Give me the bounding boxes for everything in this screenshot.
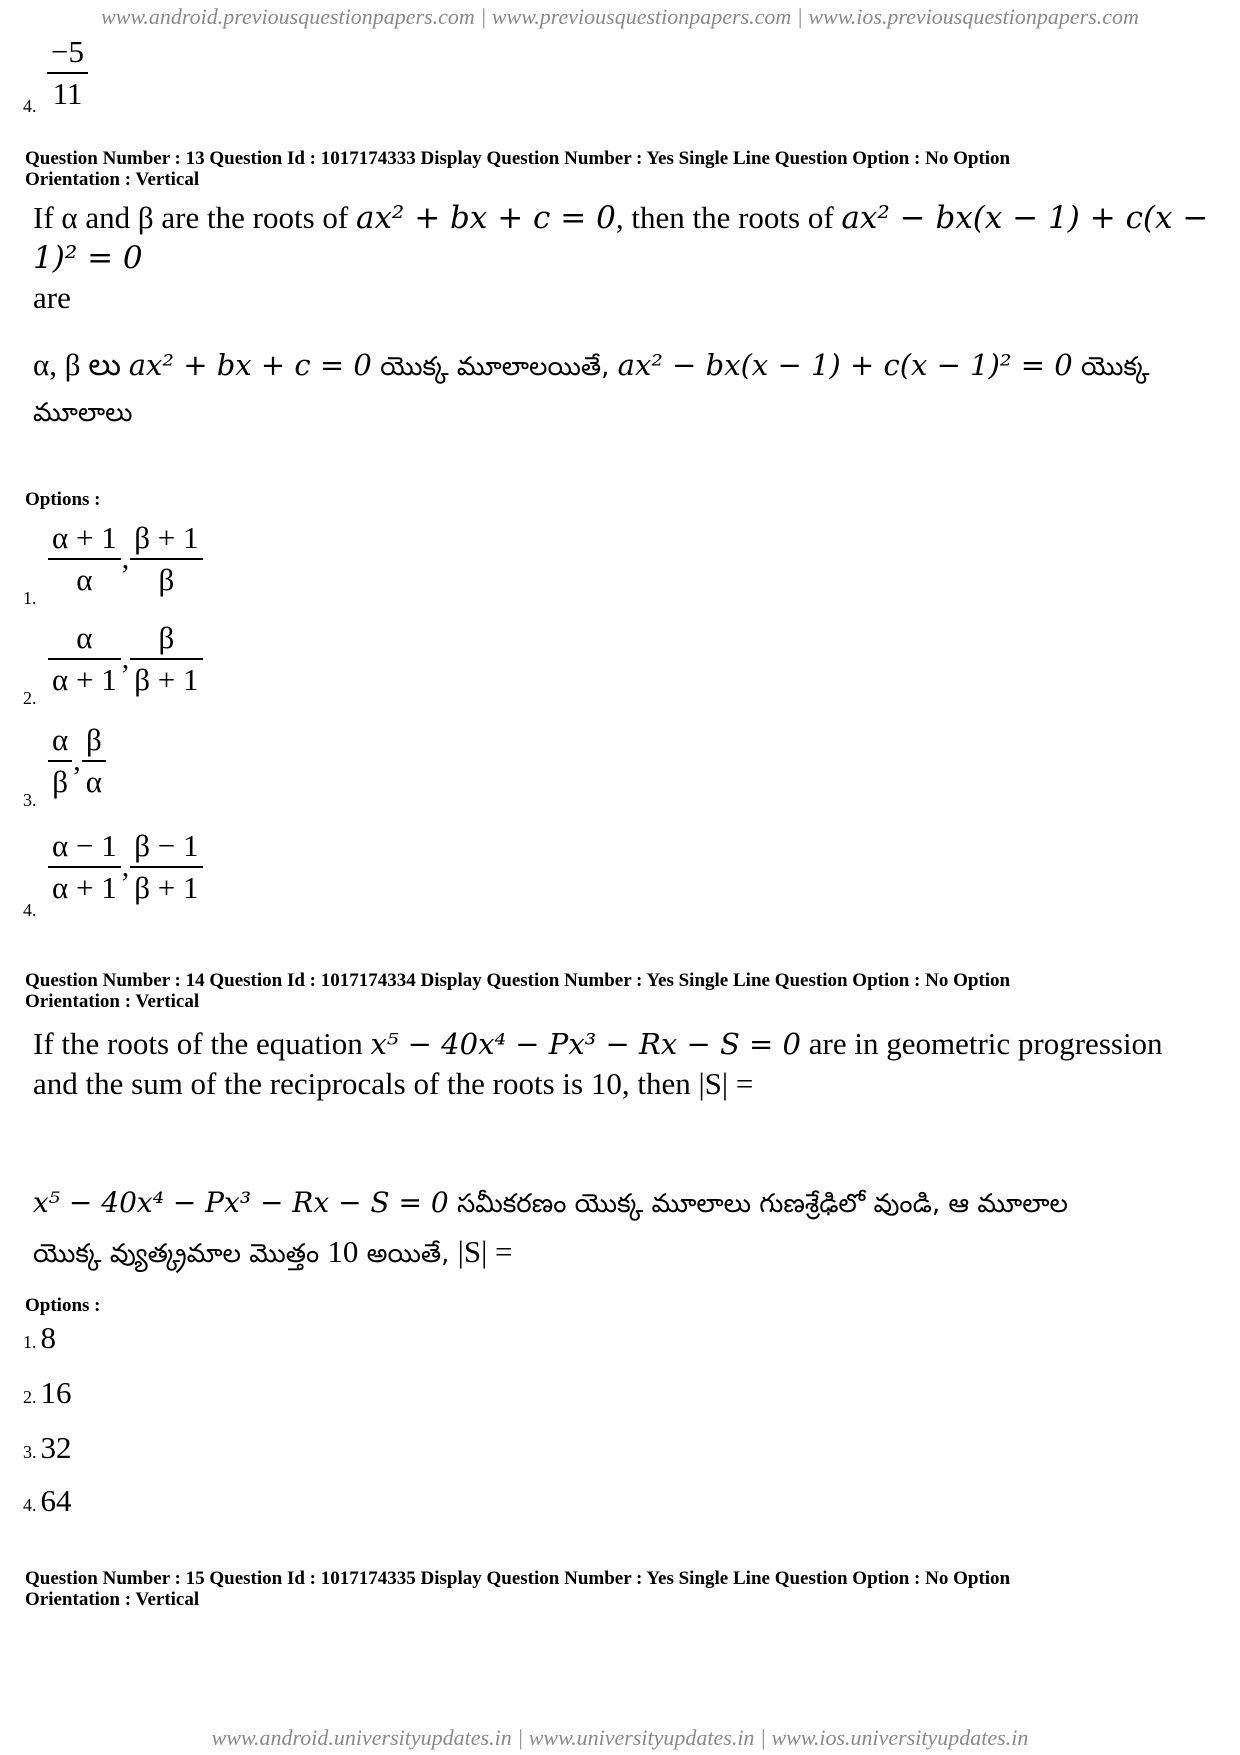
q13-te-equation-2: ax² − bx(x − 1) + c(x − 1)² = 0 <box>617 348 1073 382</box>
prev-option-denominator: 11 <box>52 76 83 111</box>
q13-meta <box>25 148 1215 190</box>
q13-te-part-a: α, β లు <box>33 347 129 382</box>
q13-option-1-number: 1. <box>23 588 37 608</box>
q14-option-2-number: 2. <box>23 1387 37 1407</box>
q15-meta <box>25 1568 1215 1610</box>
q13-en-equation-1: ax² + bx + c = 0 <box>355 200 616 236</box>
q13-te-equation-1: ax² + bx + c = 0 <box>128 348 372 382</box>
q14-te-number: 10 <box>327 1234 359 1269</box>
q13-option-2: $\frac{\alpha}{\alpha + 1}$ , $\frac{\beta}{\beta + 1}$ <box>48 618 203 700</box>
q15-meta-line1: Question Number : 15 Question Id : 1017174335 Display Question Number : Yes Single Line Question Option : No Option <box>25 1568 1011 1589</box>
q14-meta-line1: Question Number : 14 Question Id : 1017174334 Display Question Number : Yes Single Line Question Option : No Option <box>25 970 1011 991</box>
q14-meta-line2: Orientation : Vertical <box>25 991 200 1012</box>
q14-te-part-b: యొక్క వ్యుత్క్రమాల మొత్తం <box>33 1239 328 1269</box>
q13-option-4-frac1-num: α − 1 <box>48 826 121 868</box>
footer-watermark: www.android.universityupdates.in | www.universityupdates.in | www.ios.universityupdates.in <box>211 1725 1029 1750</box>
q13-options-label: Options : <box>25 489 101 510</box>
q14-meta <box>25 970 1215 1012</box>
q13-option-2-frac1-num: α <box>48 618 121 660</box>
q13-english-text <box>33 198 1213 318</box>
q13-option-1: $\frac{\alpha + 1}{\alpha}$ , $\frac{\beta + 1}{\beta}$ <box>48 518 203 600</box>
q14-telugu-text <box>33 1182 1218 1274</box>
q14-en-equation: x⁵ − 40x⁴ − Px³ − Rx − S = 0 <box>370 1027 802 1061</box>
header-watermark: www.android.previousquestionpapers.com | www.previousquestionpapers.com | www.ios.previousquestionpapers.com <box>101 4 1139 29</box>
q13-te-part-d: మూలాలు <box>33 398 133 428</box>
q15-meta-line2: Orientation : Vertical <box>25 1589 200 1610</box>
q14-option-3 <box>23 1430 72 1466</box>
prev-option-number: 4. <box>23 96 37 116</box>
q14-te-part-d: అయితే, <box>358 1239 458 1269</box>
q13-option-1-frac2-den: β <box>158 562 175 597</box>
q13-option-2-frac2-den: β + 1 <box>134 662 199 697</box>
q13-en-part-b: , then the roots of <box>615 200 842 235</box>
q13-option-3-frac2-den: α <box>85 764 102 799</box>
q13-en-part-c: are <box>33 280 71 315</box>
prev-option-numerator: −5 <box>47 32 88 74</box>
q13-option-2-frac2-num: β <box>130 618 202 660</box>
q14-en-part-a: If the roots of the equation <box>33 1026 371 1061</box>
q14-te-part-e: |S| = <box>457 1234 513 1269</box>
q14-options-label: Options : <box>25 1295 101 1316</box>
q13-option-3: $\frac{\alpha}{\beta}$ , $\frac{\beta}{\alpha}$ <box>48 720 106 802</box>
q14-option-3-value: 32 <box>40 1430 72 1465</box>
q14-option-4-number: 4. <box>23 1495 37 1515</box>
q13-option-1-frac2-num: β + 1 <box>130 518 202 560</box>
q13-option-1-frac1-den: α <box>76 562 93 597</box>
q14-en-part-b: are in geometric progression <box>801 1026 1163 1061</box>
prev-option-fraction <box>47 32 88 114</box>
q14-option-1-number: 1. <box>23 1332 37 1352</box>
q13-option-1-frac1-num: α + 1 <box>48 518 121 560</box>
q13-en-equation-2: ax² − bx(x − 1) + c(x − 1)² = 0 <box>33 200 1209 276</box>
q14-english-text <box>33 1024 1218 1104</box>
q14-option-3-number: 3. <box>23 1442 37 1462</box>
q13-option-4-frac2-num: β − 1 <box>130 826 202 868</box>
q13-option-3-frac2-num: β <box>82 720 106 762</box>
q13-option-4-frac1-den: α + 1 <box>52 870 117 905</box>
q14-option-4-value: 64 <box>40 1483 72 1518</box>
q14-option-1 <box>23 1320 56 1356</box>
q14-option-2-value: 16 <box>40 1375 72 1410</box>
q13-option-2-number: 2. <box>23 688 37 708</box>
q13-option-2-frac1-den: α + 1 <box>52 662 117 697</box>
q13-option-3-frac1-den: β <box>52 764 69 799</box>
q14-te-part-a: సమీకరణం యొక్క మూలాలు గుణశ్రేఢిలో వుండి, ఆ మూలాల <box>448 1189 1068 1219</box>
q14-option-4 <box>23 1483 72 1519</box>
q14-option-2 <box>23 1375 72 1411</box>
q13-option-4-frac2-den: β + 1 <box>134 870 199 905</box>
q13-telugu-text <box>33 345 1213 433</box>
q13-option-3-frac1-num: α <box>48 720 72 762</box>
q13-te-part-c: యొక్క <box>1072 352 1150 382</box>
q13-option-4: $\frac{\alpha - 1}{\alpha + 1}$ , $\frac{\beta - 1}{\beta + 1}$ <box>48 826 203 908</box>
q13-en-part-a: If α and β are the roots of <box>33 200 356 235</box>
q14-te-equation: x⁵ − 40x⁴ − Px³ − Rx − S = 0 <box>33 1186 449 1219</box>
q13-meta-line1: Question Number : 13 Question Id : 1017174333 Display Question Number : Yes Single Line Question Option : No Option <box>25 148 1011 169</box>
q13-option-3-number: 3. <box>23 790 37 810</box>
q14-en-part-c: and the sum of the reciprocals of the roots is 10, then |S| = <box>33 1066 754 1101</box>
q14-option-1-value: 8 <box>40 1320 56 1355</box>
q13-te-part-b: యొక్క మూలాలయితే, <box>371 352 618 382</box>
q13-meta-line2: Orientation : Vertical <box>25 169 200 190</box>
q13-option-4-number: 4. <box>23 900 37 920</box>
